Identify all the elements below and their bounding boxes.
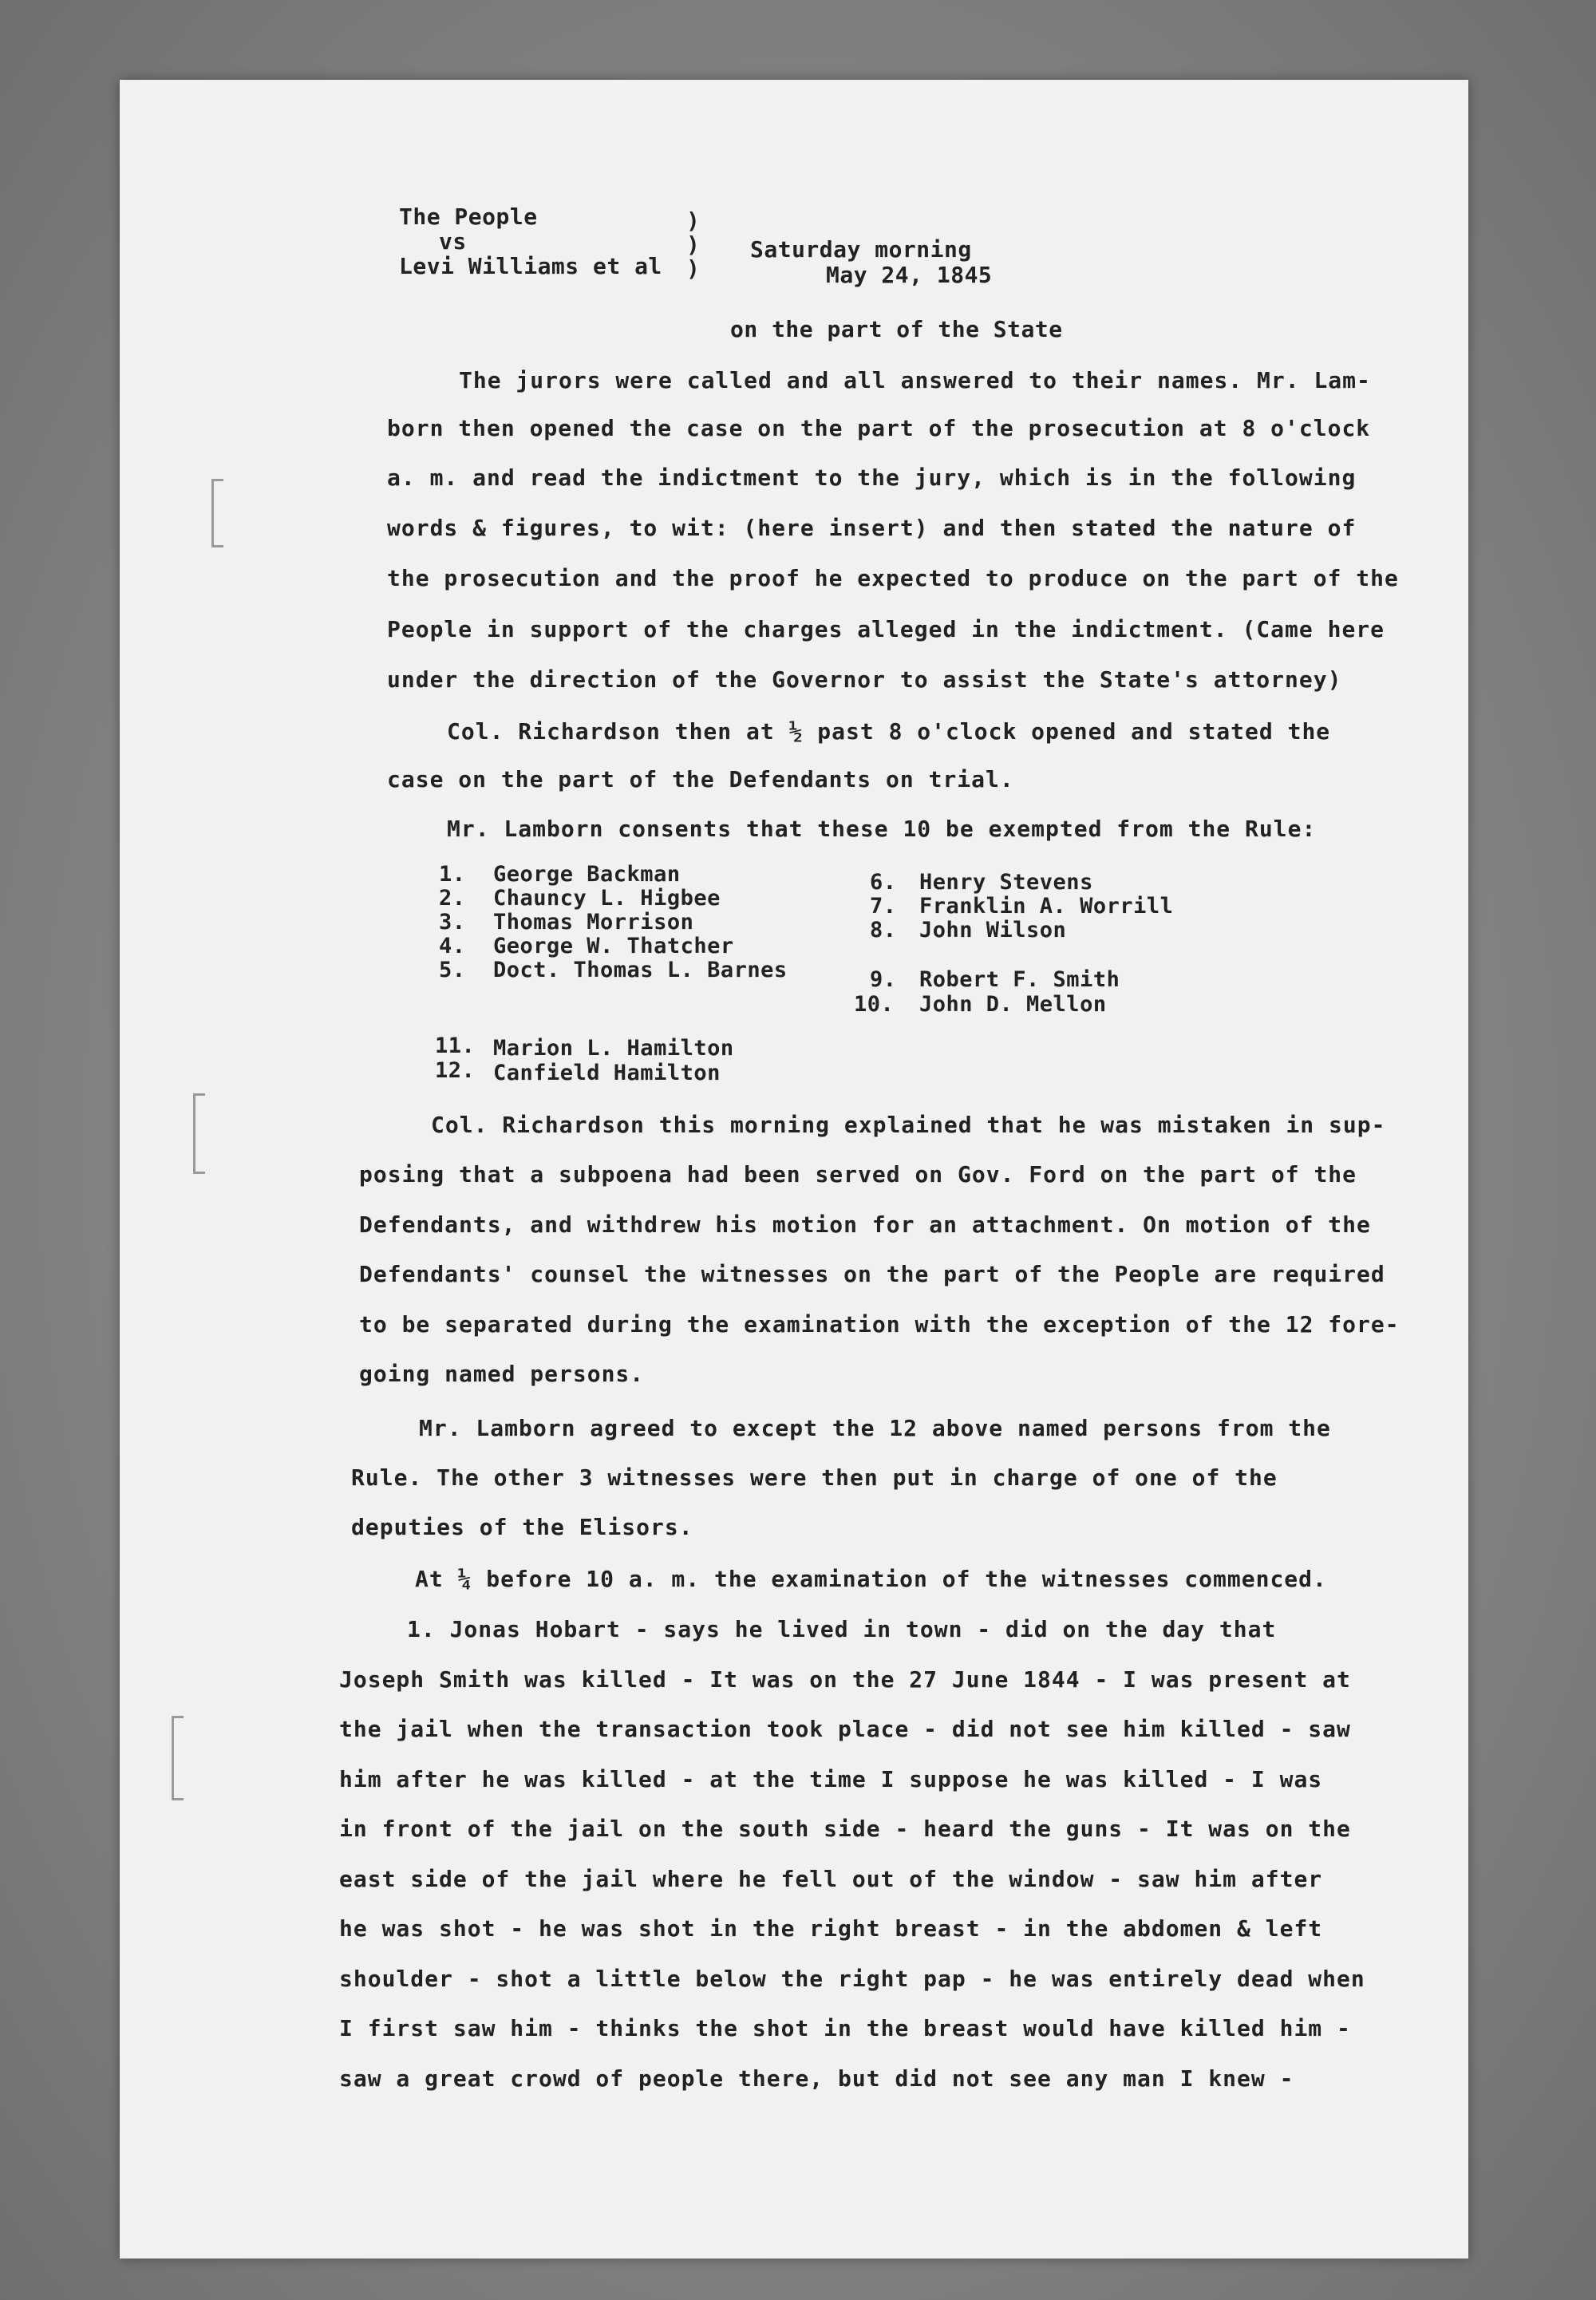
- list-left-num: 1.: [439, 862, 466, 887]
- caption-vs: vs: [439, 228, 467, 255]
- list-left-num: 5.: [439, 958, 466, 982]
- caption-day: Saturday morning: [750, 236, 972, 263]
- para7-line: shoulder - shot a little below the right pap - he was entirely dead when: [339, 1966, 1365, 1992]
- section-heading: on the part of the State: [730, 316, 1063, 342]
- caption-bracket-3: ): [686, 255, 701, 282]
- para7-line: I first saw him - thinks the shot in the breast would have killed him -: [339, 2015, 1351, 2041]
- list-right-num: 8.: [870, 918, 897, 943]
- para1-line: born then opened the case on the part of the prosecution at 8 o'clock: [387, 415, 1371, 441]
- caption-bracket-2: ): [686, 231, 701, 258]
- list-left-name: Doct. Thomas L. Barnes: [493, 958, 788, 982]
- para7-line: the jail when the transaction took place - did not see him killed - saw: [339, 1716, 1351, 1742]
- para1-line: words & figures, to wit: (here insert) and then stated the nature of: [387, 515, 1357, 541]
- para5-line: deputies of the Elisors.: [351, 1514, 693, 1540]
- para7-line: in front of the jail on the south side - heard the guns - It was on the: [339, 1816, 1351, 1842]
- para2-line: case on the part of the Defendants on trial.: [387, 766, 1014, 792]
- list-right-num: 6.: [870, 870, 897, 895]
- caption-plaintiff: The People: [399, 204, 538, 230]
- list-right-name: Robert F. Smith: [919, 967, 1120, 992]
- para4-line: going named persons.: [359, 1361, 645, 1387]
- para7-line: saw a great crowd of people there, but did not see any man I knew -: [339, 2065, 1294, 2092]
- list-left-name: George Backman: [493, 862, 681, 887]
- para7-line: east side of the jail where he fell out of the window - saw him after: [339, 1866, 1323, 1892]
- para6-line: At ¼ before 10 a. m. the examination of the witnesses commenced.: [415, 1566, 1327, 1592]
- para5-line: Mr. Lamborn agreed to except the 12 above named persons from the: [419, 1415, 1331, 1441]
- list-right-name: Henry Stevens: [919, 870, 1093, 895]
- para1-line: the prosecution and the proof he expected to produce on the part of the: [387, 565, 1399, 591]
- caption-bracket-1: ): [686, 207, 701, 234]
- caption-date: May 24, 1845: [826, 262, 993, 288]
- list-left-num: 2.: [439, 886, 466, 911]
- para1-line: under the direction of the Governor to assist the State's attorney): [387, 666, 1342, 693]
- para1-line: a. m. and read the indictment to the jury, which is in the following: [387, 464, 1357, 491]
- para4-line: Col. Richardson this morning explained that he was mistaken in sup-: [431, 1112, 1386, 1138]
- list-left-num: 4.: [439, 934, 466, 958]
- list-left-num: 3.: [439, 910, 466, 935]
- list-right-name: Franklin A. Worrill: [919, 894, 1174, 919]
- para7-line: Joseph Smith was killed - It was on the 27 June 1844 - I was present at: [339, 1666, 1351, 1693]
- para4-line: Defendants, and withdrew his motion for an attachment. On motion of the: [359, 1211, 1371, 1238]
- para1-line: The jurors were called and all answered to their names. Mr. Lam-: [459, 367, 1371, 393]
- para2-line: Col. Richardson then at ½ past 8 o'clock opened and stated the: [447, 718, 1331, 745]
- list-right-num: 7.: [870, 894, 897, 919]
- document-page: [120, 80, 1468, 2259]
- list-extra-num: 11.: [435, 1033, 476, 1058]
- list-right-num: 9.: [870, 967, 897, 992]
- para1-line: People in support of the charges alleged in the indictment. (Came here: [387, 616, 1385, 642]
- list-left-name: Thomas Morrison: [493, 910, 694, 935]
- para4-line: to be separated during the examination with the exception of the 12 fore-: [359, 1311, 1400, 1338]
- margin-mark-2: [193, 1093, 205, 1174]
- list-extra-name: Canfield Hamilton: [493, 1061, 721, 1085]
- list-right-name: John D. Mellon: [919, 992, 1107, 1017]
- para7-line: 1. Jonas Hobart - says he lived in town - did on the day that: [407, 1616, 1277, 1642]
- para7-line: him after he was killed - at the time I suppose he was killed - I was: [339, 1766, 1323, 1792]
- para7-line: he was shot - he was shot in the right breast - in the abdomen & left: [339, 1915, 1323, 1942]
- para5-line: Rule. The other 3 witnesses were then put in charge of one of the: [351, 1464, 1278, 1491]
- para4-line: Defendants' counsel the witnesses on the part of the People are required: [359, 1261, 1385, 1287]
- list-extra-num: 12.: [435, 1058, 476, 1083]
- list-left-name: Chauncy L. Higbee: [493, 886, 721, 911]
- margin-mark-1: [211, 479, 223, 547]
- list-extra-name: Marion L. Hamilton: [493, 1036, 734, 1061]
- para3-line: Mr. Lamborn consents that these 10 be exempted from the Rule:: [447, 816, 1317, 842]
- caption-defendant: Levi Williams et al: [399, 253, 662, 279]
- list-right-num: 10.: [854, 992, 895, 1017]
- list-left-name: George W. Thatcher: [493, 934, 734, 958]
- margin-mark-3: [172, 1716, 184, 1800]
- para4-line: posing that a subpoena had been served on Gov. Ford on the part of the: [359, 1161, 1357, 1188]
- list-right-name: John Wilson: [919, 918, 1067, 943]
